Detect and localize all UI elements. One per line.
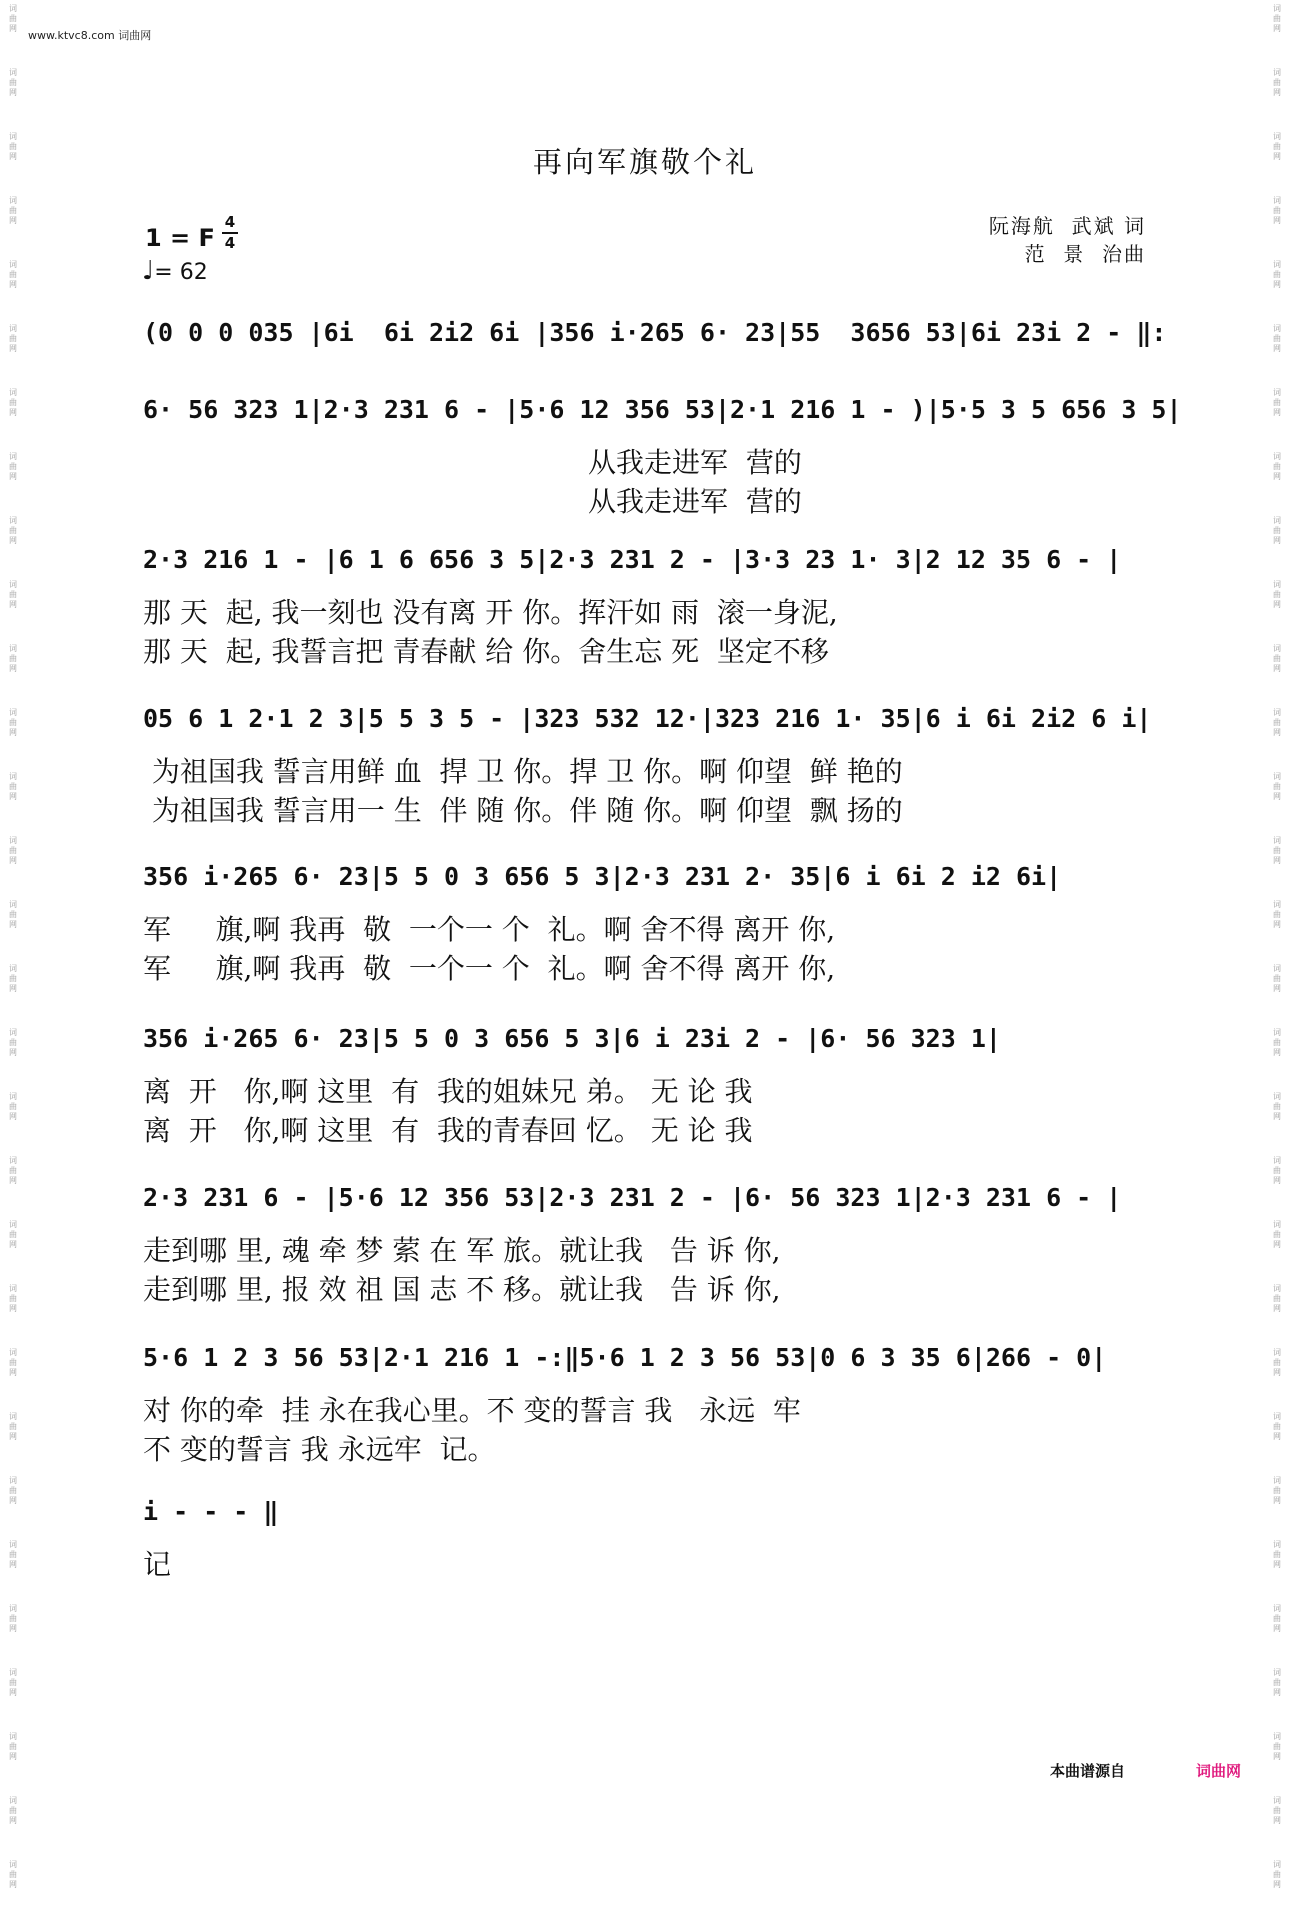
site-url: www.ktvc8.com 词曲网 xyxy=(28,29,152,42)
watermark-mark: 词 曲 网 xyxy=(1273,1476,1281,1505)
time-signature-top: 4 xyxy=(224,213,236,231)
watermark-mark: 词 曲 网 xyxy=(1273,68,1281,97)
watermark-mark: 词 曲 网 xyxy=(9,900,17,929)
lyric-line: 为祖国我 誓言用一 生 伴 随 你。伴 随 你。啊 仰望 飘 扬的 xyxy=(143,794,903,827)
watermark-mark: 词 曲 网 xyxy=(9,260,17,289)
left-watermark-strip xyxy=(4,0,22,1889)
lyricist-credit: 阮海航 武斌 词 xyxy=(988,214,1146,238)
watermark-mark: 词 曲 网 xyxy=(1273,836,1281,865)
watermark-mark: 词 曲 网 xyxy=(1273,1028,1281,1057)
watermark-mark: 词 曲 网 xyxy=(9,1220,17,1249)
watermark-mark: 词 曲 网 xyxy=(1273,1540,1281,1569)
credits xyxy=(989,212,1146,268)
notation-row: 05 6 1 2·1 2 3|5 5 3 5 - |323 532 12·|323 216 1· 35|6 i 6i 2i2 6 i| xyxy=(143,704,1152,733)
lyric-line: 走到哪 里, 魂 牵 梦 萦 在 军 旅。就让我 告 诉 你, xyxy=(143,1234,781,1267)
watermark-mark: 词 曲 网 xyxy=(9,1156,17,1185)
watermark-mark: 词 曲 网 xyxy=(9,1028,17,1057)
watermark-mark: 词 曲 网 xyxy=(9,1412,17,1441)
key-signature: 1 = F xyxy=(145,224,215,252)
watermark-mark: 词 曲 网 xyxy=(1273,1220,1281,1249)
watermark-mark: 词 曲 网 xyxy=(1273,1348,1281,1377)
notation-row: 5·6 1 2 3 56 53|2·1 216 1 -:‖5·6 1 2 3 56 53|0 6 3 35 6|266 - 0| xyxy=(143,1343,1107,1372)
time-signature-bottom: 4 xyxy=(224,234,236,252)
watermark-mark: 词 曲 网 xyxy=(9,1540,17,1569)
watermark-mark: 词 曲 网 xyxy=(1273,1156,1281,1185)
watermark-mark: 词 曲 网 xyxy=(9,68,17,97)
lyric-line: 从我走进军 营的 xyxy=(143,485,802,518)
lyric-line: 军 旗,啊 我再 敬 一个一 个 礼。啊 舍不得 离开 你, xyxy=(143,952,836,985)
notation-row: 356 i·265 6· 23|5 5 0 3 656 5 3|2·3 231 2· 35|6 i 6i 2 i2 6i| xyxy=(143,862,1062,891)
lyric-line: 那 天 起, 我一刻也 没有离 开 你。挥汗如 雨 滚一身泥, xyxy=(143,596,838,629)
lyric-line: 对 你的牵 挂 永在我心里。不 变的誓言 我 永远 牢 xyxy=(143,1394,801,1427)
footer-brand: 词曲网 xyxy=(1196,1762,1242,1780)
watermark-mark: 词 曲 网 xyxy=(9,1476,17,1505)
lyric-line: 不 变的誓言 我 永远牢 记。 xyxy=(143,1433,496,1466)
watermark-mark: 词 曲 网 xyxy=(9,388,17,417)
notation-row: 2·3 231 6 - |5·6 12 356 53|2·3 231 2 - |6· 56 323 1|2·3 231 6 - | xyxy=(143,1183,1122,1212)
lyric-line: 军 旗,啊 我再 敬 一个一 个 礼。啊 舍不得 离开 你, xyxy=(143,913,836,946)
tempo-value: = 62 xyxy=(154,260,208,285)
watermark-mark: 词 曲 网 xyxy=(9,196,17,225)
watermark-mark: 词 曲 网 xyxy=(1273,132,1281,161)
footer-source-label: 本曲谱源自 xyxy=(1050,1762,1126,1780)
watermark-mark: 词 曲 网 xyxy=(9,1284,17,1313)
watermark-mark: 词 曲 网 xyxy=(1273,324,1281,353)
watermark-mark: 词 曲 网 xyxy=(9,772,17,801)
watermark-mark: 词 曲 网 xyxy=(9,516,17,545)
watermark-mark: 词 曲 网 xyxy=(1273,1284,1281,1313)
watermark-mark: 词 曲 网 xyxy=(9,964,17,993)
notation-row: 356 i·265 6· 23|5 5 0 3 656 5 3|6 i 23i 2 - |6· 56 323 1| xyxy=(143,1024,1001,1053)
watermark-mark: 词 曲 网 xyxy=(1273,4,1281,33)
watermark-mark: 词 曲 网 xyxy=(1273,708,1281,737)
watermark-mark: 词 曲 网 xyxy=(9,324,17,353)
watermark-mark: 词 曲 网 xyxy=(1273,388,1281,417)
watermark-mark: 词 曲 网 xyxy=(1273,196,1281,225)
lyric-line: 离 开 你,啊 这里 有 我的姐妹兄 弟。 无 论 我 xyxy=(143,1075,753,1108)
composer-credit: 范 景 治曲 xyxy=(1024,242,1146,266)
notation-row: 6· 56 323 1|2·3 231 6 - |5·6 12 356 53|2·1 216 1 - )|5·5 3 5 656 3 5| xyxy=(143,395,1182,424)
watermark-mark: 词 曲 网 xyxy=(9,1732,17,1761)
watermark-mark: 词 曲 网 xyxy=(1273,452,1281,481)
lyric-line: 从我走进军 营的 xyxy=(143,446,802,479)
notation-row: i - - - ‖ xyxy=(143,1497,279,1526)
watermark-mark: 词 曲 网 xyxy=(1273,644,1281,673)
lyric-line: 走到哪 里, 报 效 祖 国 志 不 移。就让我 告 诉 你, xyxy=(143,1273,781,1306)
lyric-line: 那 天 起, 我誓言把 青春献 给 你。舍生忘 死 坚定不移 xyxy=(143,635,829,668)
notation-row: 2·3 216 1 - |6 1 6 656 3 5|2·3 231 2 - |3·3 23 1· 3|2 12 35 6 - | xyxy=(143,545,1122,574)
right-watermark-strip xyxy=(1268,0,1286,1889)
time-signature xyxy=(222,214,238,252)
watermark-mark: 词 曲 网 xyxy=(1273,964,1281,993)
tempo-marking xyxy=(142,256,208,286)
watermark-mark: 词 曲 网 xyxy=(1273,1860,1281,1889)
watermark-mark: 词 曲 网 xyxy=(9,836,17,865)
watermark-mark: 词 曲 网 xyxy=(9,580,17,609)
lyric-line: 为祖国我 誓言用鲜 血 捍 卫 你。捍 卫 你。啊 仰望 鲜 艳的 xyxy=(143,755,903,788)
watermark-mark: 词 曲 网 xyxy=(1273,900,1281,929)
watermark-mark: 词 曲 网 xyxy=(1273,580,1281,609)
watermark-mark: 词 曲 网 xyxy=(9,708,17,737)
watermark-mark: 词 曲 网 xyxy=(1273,1092,1281,1121)
watermark-mark: 词 曲 网 xyxy=(9,4,17,33)
watermark-mark: 词 曲 网 xyxy=(1273,772,1281,801)
watermark-mark: 词 曲 网 xyxy=(1273,1796,1281,1825)
watermark-mark: 词 曲 网 xyxy=(9,644,17,673)
watermark-mark: 词 曲 网 xyxy=(9,1604,17,1633)
watermark-mark: 词 曲 网 xyxy=(1273,516,1281,545)
watermark-mark: 词 曲 网 xyxy=(9,132,17,161)
watermark-mark: 词 曲 网 xyxy=(9,452,17,481)
notation-row: (0 0 0 035 |6i 6i 2i2 6i |356 i·265 6· 23|55 3656 53|6i 23i 2 - ‖: xyxy=(143,318,1167,347)
lyric-line: 离 开 你,啊 这里 有 我的青春回 忆。 无 论 我 xyxy=(143,1114,753,1147)
song-title: 再向军旗敬个礼 xyxy=(532,145,757,179)
watermark-mark: 词 曲 网 xyxy=(1273,1668,1281,1697)
watermark-mark: 词 曲 网 xyxy=(9,1348,17,1377)
watermark-mark: 词 曲 网 xyxy=(1273,1412,1281,1441)
watermark-mark: 词 曲 网 xyxy=(1273,260,1281,289)
watermark-mark: 词 曲 网 xyxy=(9,1668,17,1697)
watermark-mark: 词 曲 网 xyxy=(1273,1604,1281,1633)
watermark-mark: 词 曲 网 xyxy=(9,1092,17,1121)
lyric-line: 记 xyxy=(143,1548,172,1581)
watermark-mark: 词 曲 网 xyxy=(9,1860,17,1889)
quarter-note-icon: ♩ xyxy=(142,256,155,286)
watermark-mark: 词 曲 网 xyxy=(9,1796,17,1825)
watermark-mark: 词 曲 网 xyxy=(1273,1732,1281,1761)
